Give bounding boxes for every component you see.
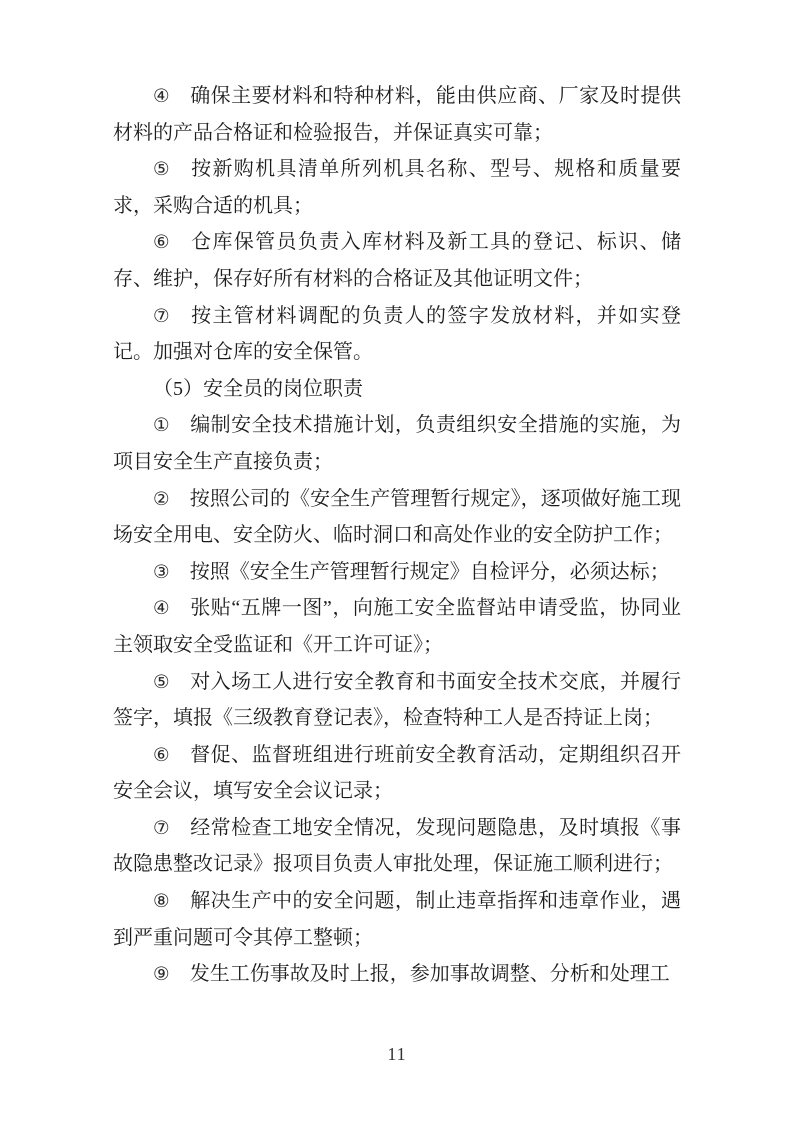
heading-text: （5）安全员的岗位职责 xyxy=(153,377,363,400)
list-item-marker: ④ xyxy=(153,86,170,106)
list-item xyxy=(113,554,681,591)
list-item-marker: ③ xyxy=(153,561,170,582)
list-item xyxy=(113,810,681,883)
list-item-marker: ⑤ xyxy=(153,671,170,692)
list-item-text: 按照《安全生产管理暂行规定》自检评分，必须达标； xyxy=(189,560,670,583)
list-item-text: 张贴“五牌一图”，向施工安全监督站申请受监，协同业主领取安全受监证和《开工许可证》； xyxy=(113,597,681,656)
list-item xyxy=(113,664,681,737)
document-body xyxy=(113,78,681,993)
list-item-marker: ⑥ xyxy=(153,232,171,253)
list-item xyxy=(113,590,681,663)
page-number: 11 xyxy=(387,1044,407,1064)
list-item-marker: ⑧ xyxy=(153,891,170,912)
list-item-text: 按主管材料调配的负责人的签字发放材料，并如实登记。加强对仓库的安全保管。 xyxy=(113,304,681,364)
list-item-text: 发生工伤事故及时上报，参加事故调整、分析和处理工 xyxy=(189,963,670,986)
list-item xyxy=(113,298,681,371)
list-item-text: 编制安全技术措施计划，负责组织安全措施的实施，为项目安全生产直接负责； xyxy=(113,414,681,473)
list-item-text: 解决生产中的安全问题，制止违章指挥和违章作业，遇到严重问题可令其停工整顿； xyxy=(113,890,681,949)
list-item xyxy=(113,151,681,224)
list-item-marker: ① xyxy=(153,415,170,436)
list-item-marker: ⑨ xyxy=(153,964,170,985)
list-item-text: 经常检查工地安全情况，发现问题隐患，及时填报《事故隐患整改记录》报项目负责人审批处理，保证施工顺利进行； xyxy=(113,816,681,876)
list-item-text: 仓库保管员负责入库材料及新工具的登记、标识、储存、维护，保存好所有材料的合格证及其他证明文件； xyxy=(113,231,681,290)
list-item-text: 按新购机具清单所列机具名称、型号、规格和质量要求，采购合适的机具； xyxy=(113,158,681,217)
list-item-text: 对入场工人进行安全教育和书面安全技术交底，并履行签字，填报《三级教育登记表》，检查特种工人是否持证上岗； xyxy=(113,670,681,730)
list-item xyxy=(113,481,681,554)
list-item-marker: ④ xyxy=(153,598,171,619)
list-item-marker: ⑦ xyxy=(153,305,171,326)
section-heading xyxy=(113,371,681,408)
list-item xyxy=(113,407,681,480)
list-item xyxy=(113,78,681,151)
list-item-marker: ⑦ xyxy=(153,817,170,838)
list-item-marker: ⑤ xyxy=(153,159,171,180)
list-item-text: 督促、监督班组进行班前安全教育活动，定期组织召开安全会议，填写安全会议记录； xyxy=(113,743,681,803)
list-item xyxy=(113,737,681,810)
list-item xyxy=(113,224,681,297)
list-item xyxy=(113,883,681,956)
list-item-marker: ⑥ xyxy=(153,744,170,765)
list-item-text: 确保主要材料和特种材料，能由供应商、厂家及时提供材料的产品合格证和检验报告，并保证真实可靠； xyxy=(113,85,681,144)
list-item-marker: ② xyxy=(153,488,170,509)
list-item-text: 按照公司的《安全生产管理暂行规定》，逐项做好施工现场安全用电、安全防火、临时洞口和高处作业的安全防护工作； xyxy=(113,487,681,547)
list-item xyxy=(113,956,681,993)
